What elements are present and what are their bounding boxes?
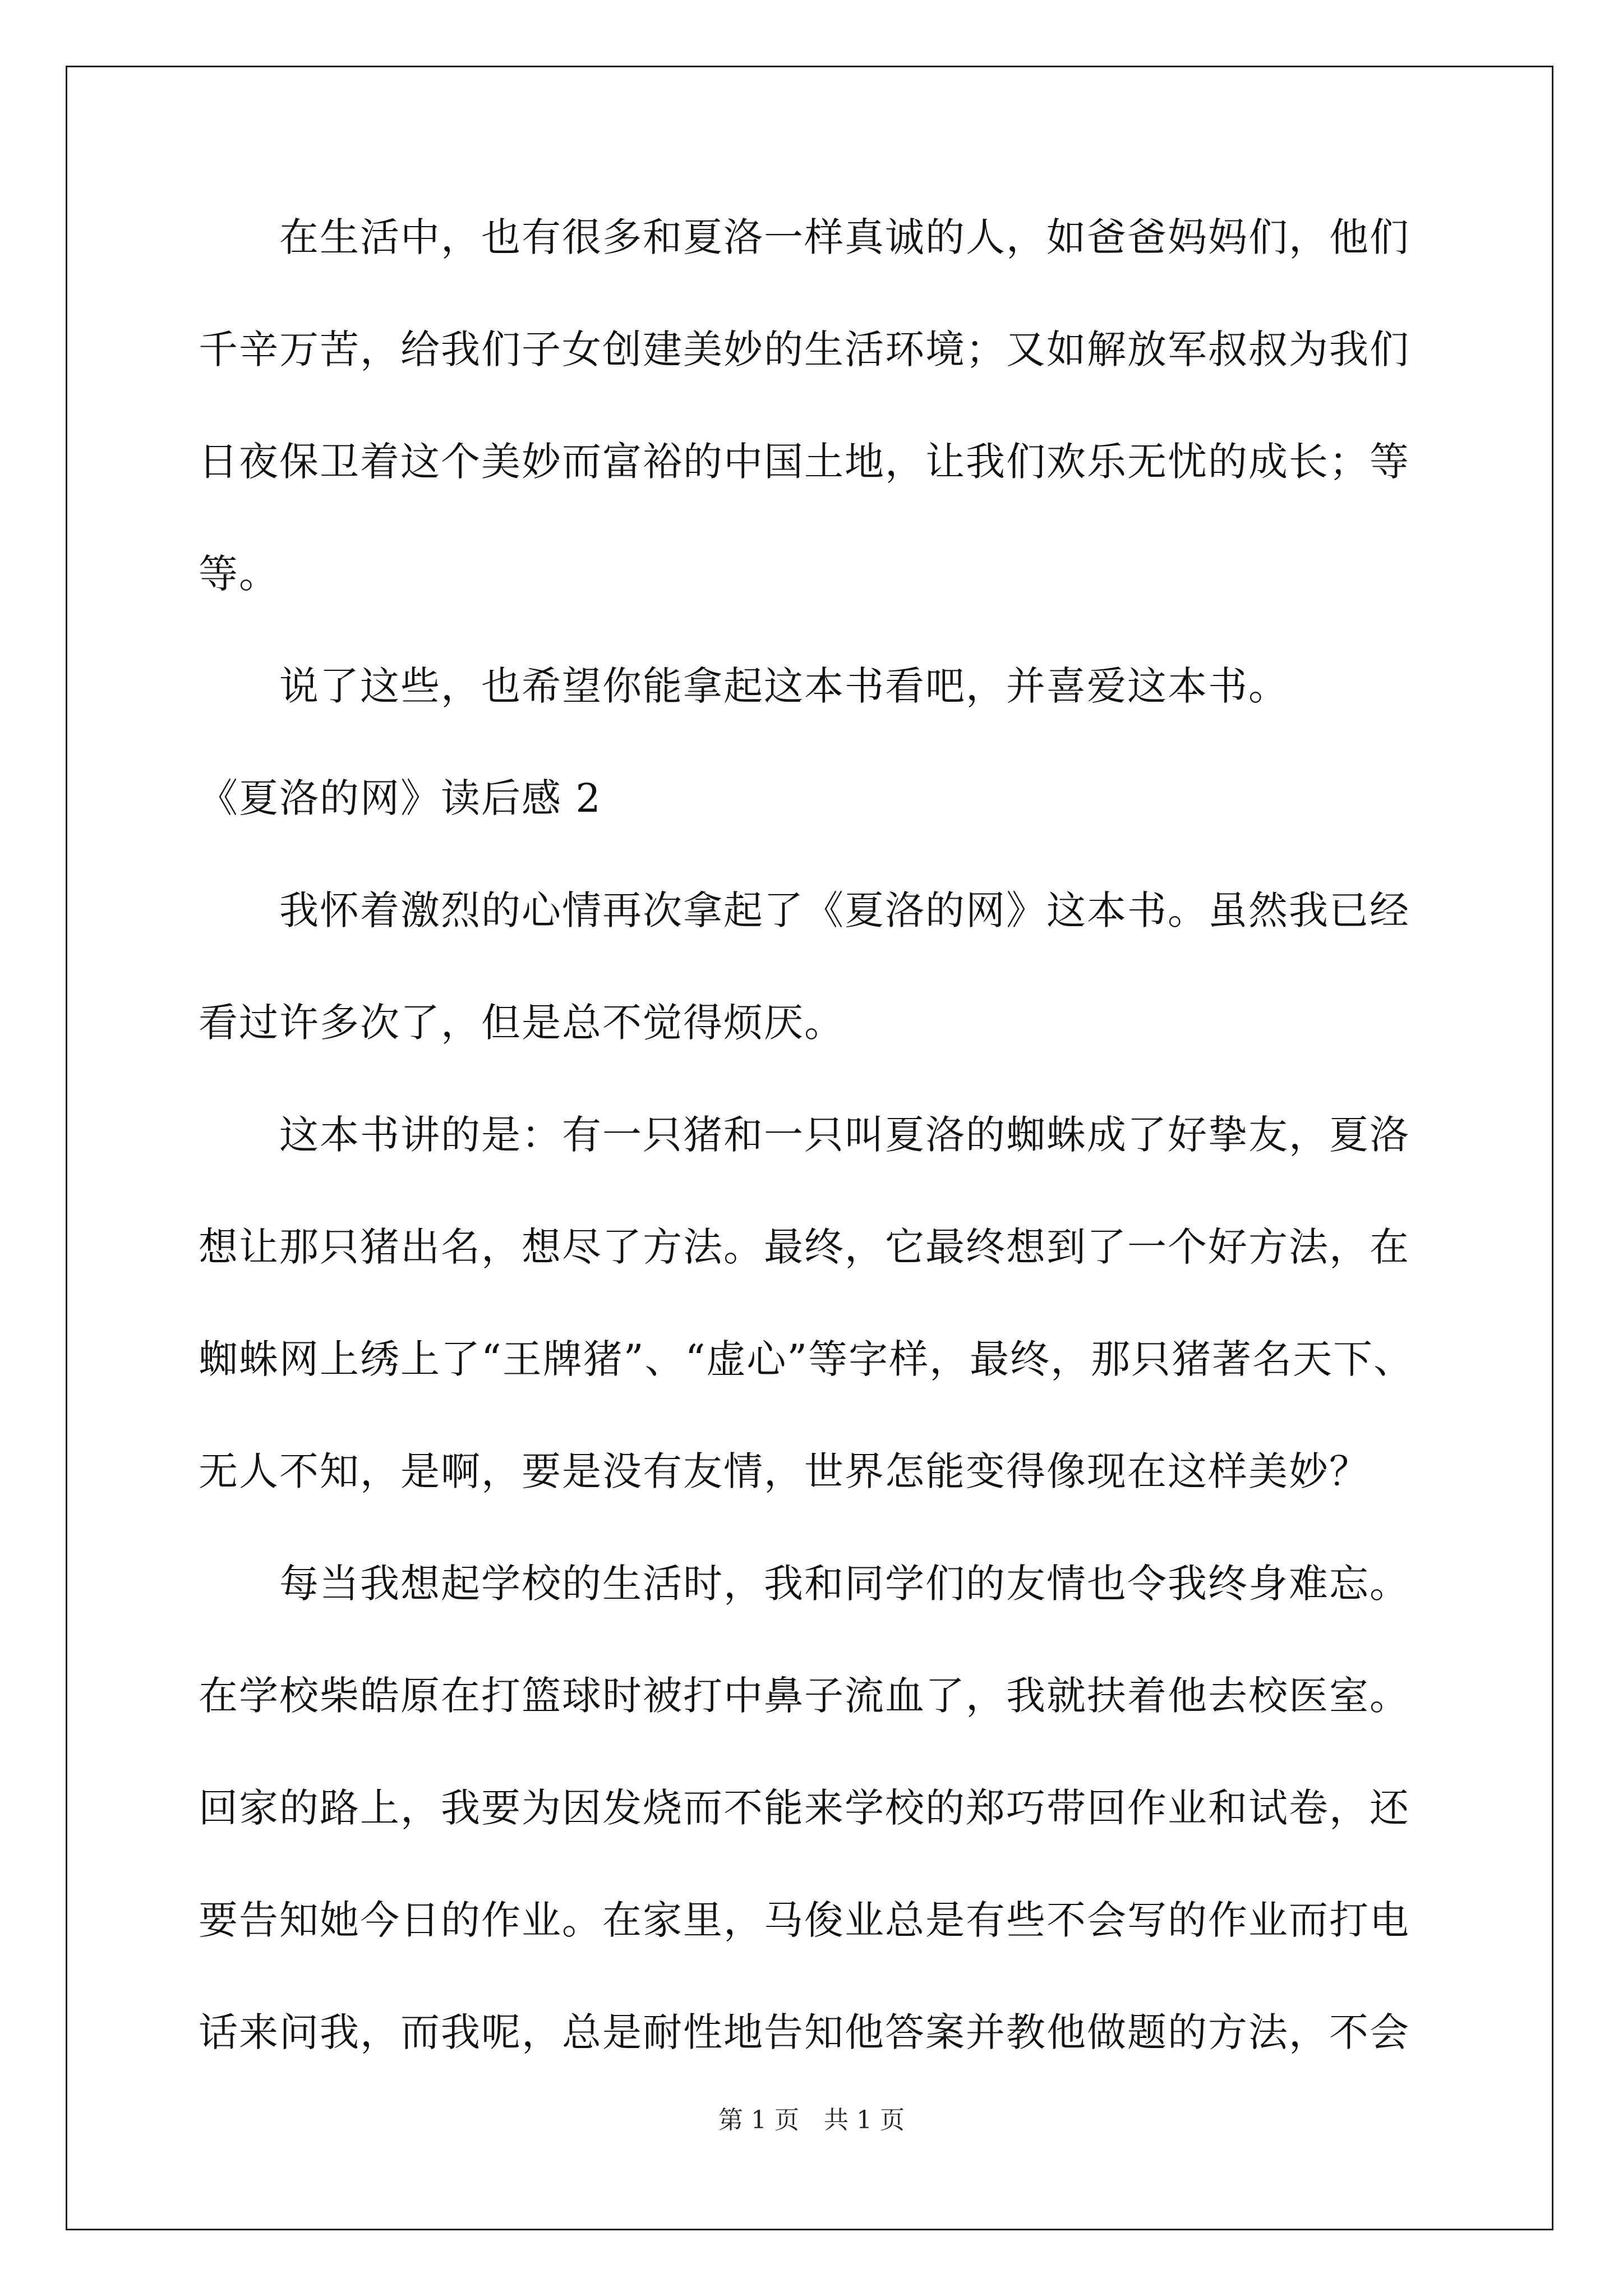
- text-line: 这本书讲的是：有一只猪和一只叫夏洛的蜘蛛成了好挚友，夏洛: [199, 1112, 1410, 1158]
- text-line: 看过许多次了，但是总不觉得烦厌。: [199, 1000, 845, 1046]
- text-line: 想让那只猪出名，想尽了方法。最终，它最终想到了一个好方法，在: [199, 1224, 1410, 1270]
- page-footer: [0, 2104, 1623, 2137]
- text-line: 在学校柴皓原在打篮球时被打中鼻子流血了，我就扶着他去校医室。: [199, 1673, 1410, 1719]
- text-line: 话来问我，而我呢，总是耐性地告知他答案并教他做题的方法，不会: [199, 2009, 1410, 2055]
- page-number: 第 1 页 共 1 页: [718, 2106, 905, 2134]
- text-line: 回家的路上，我要为因发烧而不能来学校的郑巧带回作业和试卷，还: [199, 1785, 1410, 1831]
- text-line: 千辛万苦，给我们子女创建美妙的生活环境；又如解放军叔叔为我们: [199, 326, 1410, 372]
- text-line: 等。: [199, 551, 279, 597]
- text-line: 要告知她今日的作业。在家里，马俊业总是有些不会写的作业而打电: [199, 1897, 1410, 1943]
- text-line: 说了这些，也希望你能拿起这本书看吧，并喜爱这本书。: [199, 663, 1289, 709]
- text-line: 我怀着激烈的心情再次拿起了《夏洛的网》这本书。虽然我已经: [199, 887, 1410, 933]
- text-line: 蜘蛛网上绣上了“王牌猪”、“虚心”等字样，最终，那只猪著名天下、: [199, 1336, 1414, 1382]
- text-line: 无人不知，是啊，要是没有友情，世界怎能变得像现在这样美妙？: [199, 1448, 1370, 1494]
- section-heading: 《夏洛的网》读后感 2: [199, 775, 602, 821]
- text-line: 日夜保卫着这个美妙而富裕的中国土地，让我们欢乐无忧的成长；等: [199, 439, 1410, 485]
- text-line: 在生活中，也有很多和夏洛一样真诚的人，如爸爸妈妈们，他们: [199, 214, 1410, 260]
- text-line: 每当我想起学校的生活时，我和同学们的友情也令我终身难忘。: [199, 1561, 1410, 1607]
